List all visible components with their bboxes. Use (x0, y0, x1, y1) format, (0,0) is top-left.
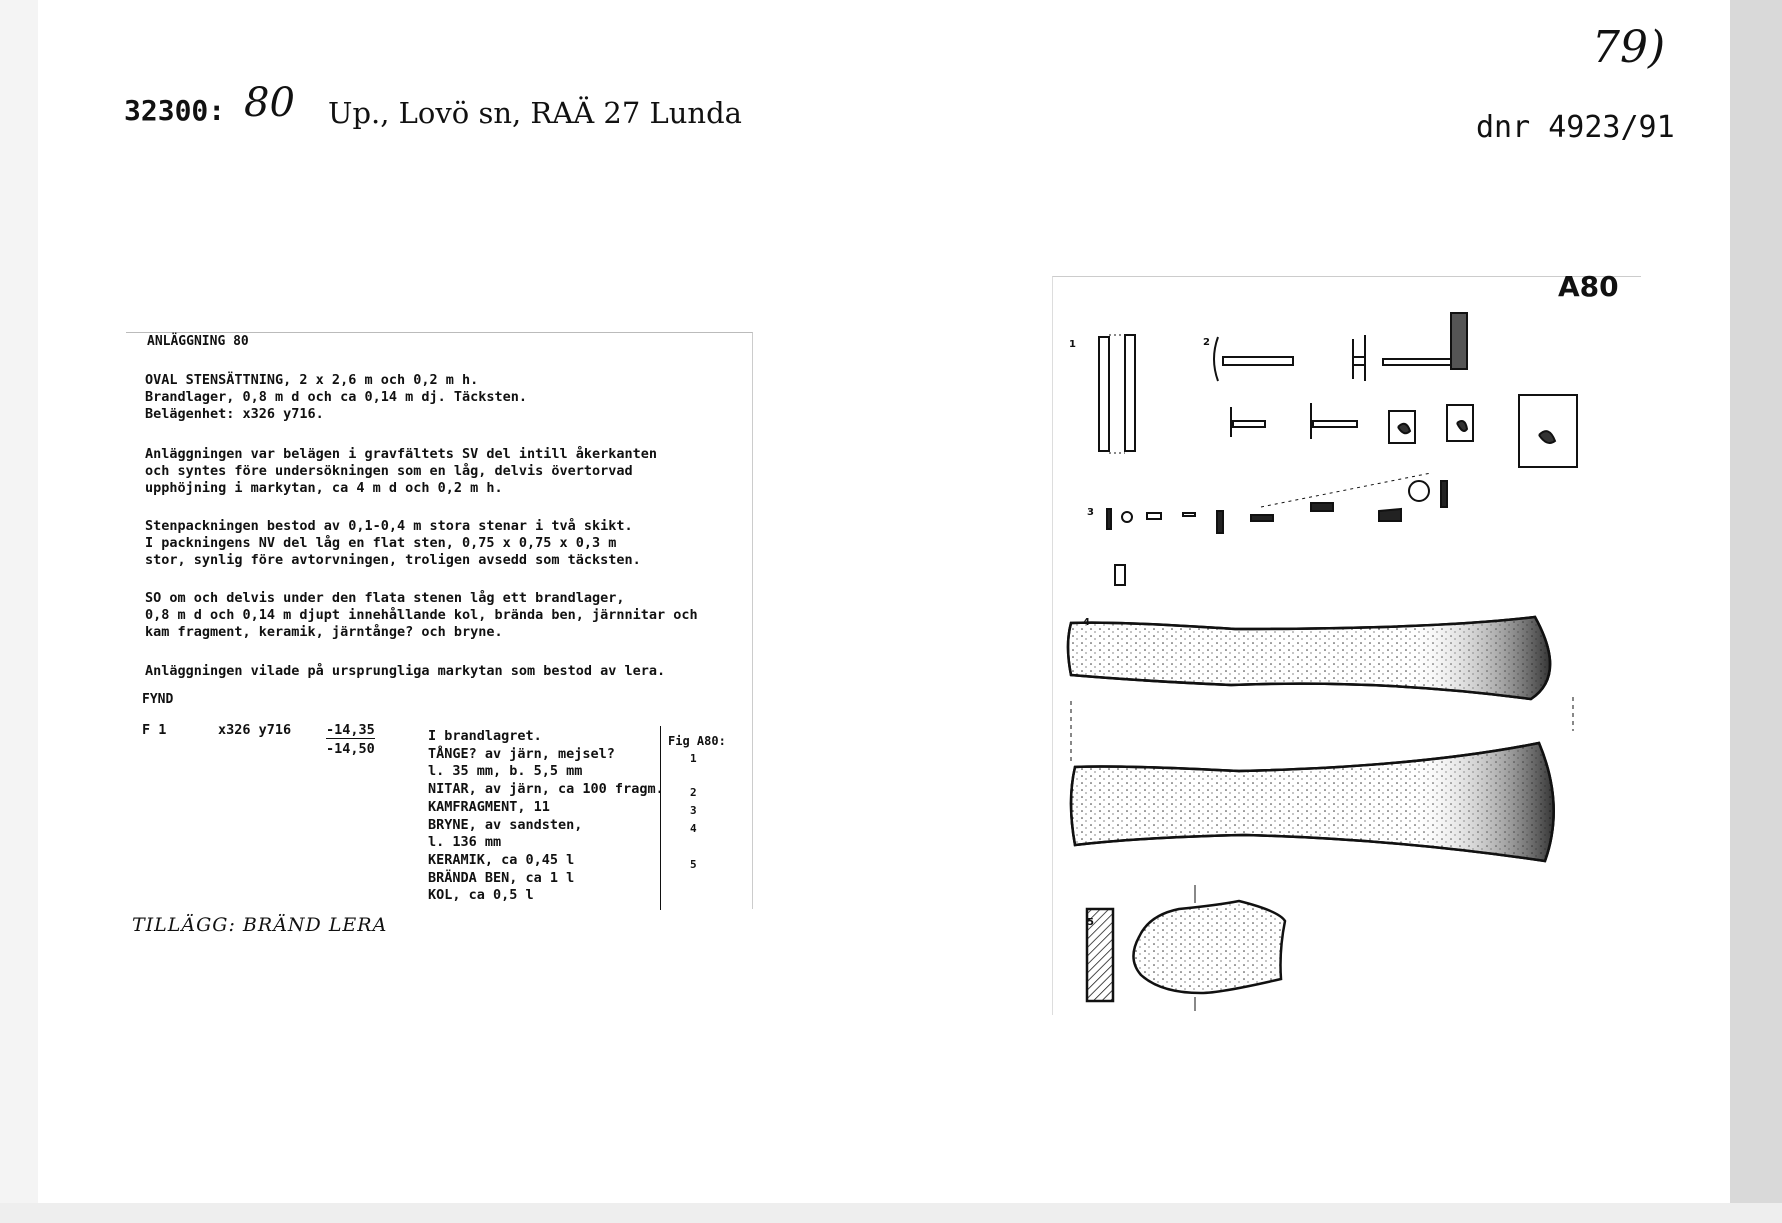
card-title: ANLÄGGNING 80 (147, 334, 249, 349)
registration-number: dnr 4923/91 (1476, 110, 1675, 145)
scan-bottom-edge (0, 1203, 1782, 1223)
fig5-ceramic-drawing (1087, 885, 1285, 1011)
find-line: BRÄNDA BEN, ca 1 l (428, 869, 575, 886)
fig3-comb-fragments-drawing (1107, 473, 1447, 585)
find-line: l. 136 mm (428, 834, 502, 851)
figure-reference-number: 1 (690, 752, 697, 765)
find-drawings (1053, 277, 1641, 1015)
figure-reference-number: 4 (690, 822, 697, 835)
find-line: KAMFRAGMENT, 11 (428, 798, 550, 815)
find-line: l. 35 mm, b. 5,5 mm (428, 763, 583, 780)
find-line: KOL, ca 0,5 l (428, 887, 534, 904)
fig2-rivets-drawing (1214, 313, 1577, 467)
find-description (428, 728, 664, 905)
finds-heading: FYND (142, 692, 174, 707)
plate-figure-number: 2 (1203, 337, 1210, 348)
handwritten-page-number: 79) (1592, 22, 1666, 73)
description-paragraph: Anläggningen vilade på ursprungliga markytan som bestod av lera. (145, 663, 666, 679)
site-location: Up., Lovö sn, RAÄ 27 Lunda (328, 96, 742, 130)
find-line: TÅNGE? av järn, mejsel? (428, 745, 615, 762)
find-line: KERAMIK, ca 0,45 l (428, 851, 575, 868)
plate-figure-number: 5 (1087, 917, 1094, 928)
description-paragraph: SO om och delvis under den flata stenen låg ett brandlager, 0,8 m d och 0,14 m djupt innehållande kol, brända ben, järnnitar och kam fragment, keramik, järntånge? och bryne. (145, 590, 698, 640)
find-drawings-plate (1052, 276, 1641, 1015)
plate-figure-number: 3 (1087, 507, 1094, 518)
description-paragraph: Anläggningen var belägen i gravfältets SV del intill åkerkanten och syntes före undersökningen som en låg, delvis övertorvad upphöjning i markytan, ca 4 m d och 0,2 m h. (145, 446, 658, 496)
description-paragraph: OVAL STENSÄTTNING, 2 x 2,6 m och 0,2 m h. Brandlager, 0,8 m d och ca 0,14 m dj. Täcksten. Belägenhet: x326 y716. (145, 372, 528, 422)
plate-figure-number: 4 (1083, 617, 1090, 628)
catalog-number: 32300: (124, 94, 226, 127)
find-coordinates: x326 y716 (218, 722, 292, 738)
figure-reference-number: 5 (690, 858, 697, 871)
handwritten-feature-number: 80 (244, 80, 295, 126)
description-paragraph: Stenpackningen bestod av 0,1-0,4 m stora stenar i två skikt. I packningens NV del låg en flat sten, 0,75 x 0,75 x 0,3 m stor, synlig före avtorvningen, troligen avsedd som täcksten. (145, 518, 641, 568)
scan-left-edge (0, 0, 38, 1223)
find-id: F 1 (142, 722, 167, 738)
find-line: I brandlagret. (428, 728, 542, 744)
plate-label: A80 (1558, 270, 1619, 303)
find-depth-bottom: -14,50 (326, 741, 375, 757)
plate-figure-number: 1 (1069, 339, 1076, 350)
figure-reference-number: 2 (690, 786, 697, 799)
find-line: BRYNE, av sandsten, (428, 816, 583, 833)
find-depth-top: -14,35 (326, 722, 375, 738)
fig4-whetstone-drawing (1068, 617, 1573, 861)
fig1-tang-drawing (1099, 335, 1135, 453)
find-line: NITAR, av järn, ca 100 fragm. (428, 781, 664, 798)
figure-reference-number: 3 (690, 804, 697, 817)
figure-reference-heading: Fig A80: (668, 734, 726, 748)
handwritten-addendum: TILLÄGG: BRÄND LERA (132, 914, 388, 936)
scan-right-edge (1730, 0, 1782, 1223)
